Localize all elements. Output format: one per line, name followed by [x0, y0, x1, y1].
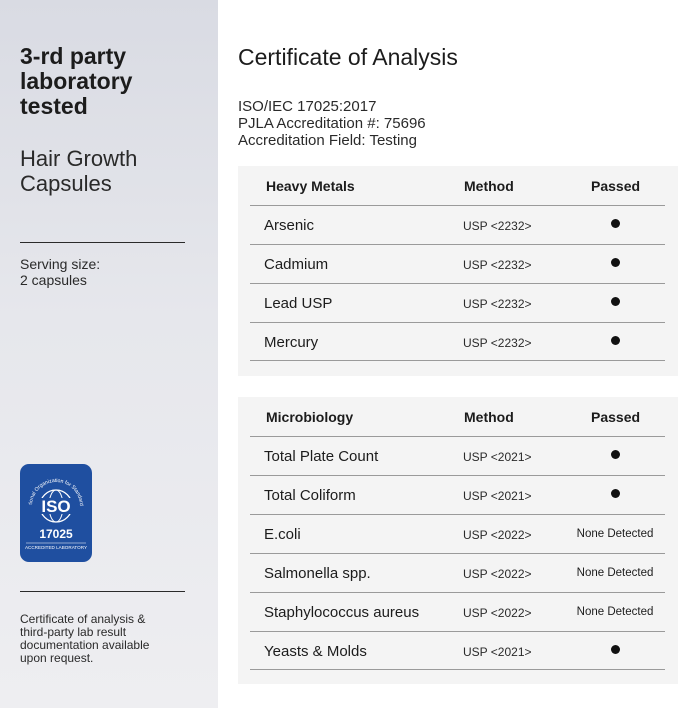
availability-note-line: Certificate of analysis & [20, 612, 146, 626]
test-name: Arsenic [264, 217, 315, 234]
passed-result: None Detected [576, 606, 654, 618]
test-name: Lead USP [264, 295, 333, 312]
table-row [250, 631, 665, 670]
table-row [250, 514, 665, 553]
test-name: Total Coliform [264, 487, 356, 504]
test-name: Cadmium [264, 256, 329, 273]
microbiology-table [238, 397, 678, 684]
table-row [250, 322, 665, 361]
test-method: USP <2232> [463, 336, 532, 350]
serving-size-line: 2 capsules [20, 272, 87, 288]
badge-logo-text: ISO [41, 497, 71, 516]
accreditation-line: PJLA Accreditation #: 75696 [238, 115, 426, 132]
column-header-category: Heavy Metals [266, 178, 355, 194]
column-header-passed: Passed [591, 409, 641, 425]
divider [20, 591, 185, 592]
passed-dot-icon [611, 258, 620, 267]
test-method: USP <2232> [463, 297, 532, 311]
badge-caption: ACCREDITED LABORATORY [24, 545, 88, 550]
divider [20, 242, 185, 243]
table-row [250, 205, 665, 244]
passed-dot-icon [611, 297, 620, 306]
sidebar-title-line: 3-rd party [20, 43, 127, 69]
passed-indicator [540, 489, 679, 501]
availability-note-line: upon request. [20, 651, 94, 665]
table-row [250, 283, 665, 322]
table-row [250, 553, 665, 592]
column-header-method: Method [464, 178, 514, 194]
sidebar-title [20, 44, 200, 119]
product-name-line: Hair Growth [20, 146, 138, 171]
test-method: USP <2232> [463, 219, 532, 233]
passed-dot-icon [611, 219, 620, 228]
test-name: Staphylococcus aureus [264, 604, 420, 621]
sidebar-title-line: tested [20, 93, 88, 119]
test-method: USP <2022> [463, 528, 532, 542]
column-header-method: Method [464, 409, 514, 425]
badge-number: 17025 [39, 527, 73, 541]
passed-indicator [540, 258, 679, 270]
page-title: Certificate of Analysis [238, 44, 458, 70]
table-header [238, 397, 678, 436]
serving-size [20, 256, 100, 288]
table-row [250, 436, 665, 475]
table-row [250, 475, 665, 514]
test-name: Mercury [264, 334, 319, 351]
test-method: USP <2021> [463, 489, 532, 503]
test-method: USP <2022> [463, 606, 532, 620]
accreditation-line: Accreditation Field: Testing [238, 132, 417, 149]
accreditation-line: ISO/IEC 17025:2017 [238, 98, 377, 115]
test-method: USP <2021> [463, 450, 532, 464]
iso-accreditation-badge [20, 464, 92, 562]
availability-note-line: documentation available [20, 638, 150, 652]
test-name: Yeasts & Molds [264, 643, 367, 660]
passed-indicator [540, 645, 679, 657]
test-name: E.coli [264, 526, 301, 543]
passed-dot-icon [611, 336, 620, 345]
serving-size-line: Serving size: [20, 256, 101, 272]
table-row [250, 244, 665, 283]
heavy-metals-table [238, 166, 678, 376]
passed-indicator [540, 297, 679, 309]
test-method: USP <2021> [463, 645, 532, 659]
availability-note [20, 613, 190, 665]
test-method: USP <2232> [463, 258, 532, 272]
passed-dot-icon [611, 645, 620, 654]
test-method: USP <2022> [463, 567, 532, 581]
passed-dot-icon [611, 450, 620, 459]
passed-indicator [540, 450, 679, 462]
passed-dot-icon [611, 489, 620, 498]
product-name [20, 146, 200, 196]
test-name: Total Plate Count [264, 448, 379, 465]
table-row [250, 592, 665, 631]
passed-result: None Detected [576, 567, 654, 579]
table-header [238, 166, 678, 205]
sidebar [0, 0, 218, 708]
accreditation-info [238, 98, 426, 149]
test-name: Salmonella spp. [264, 565, 371, 582]
passed-indicator [540, 219, 679, 231]
product-name-line: Capsules [20, 171, 112, 196]
passed-indicator [540, 336, 679, 348]
sidebar-title-line: laboratory [20, 68, 133, 94]
passed-result: None Detected [576, 528, 654, 540]
availability-note-line: third-party lab result [20, 625, 127, 639]
badge-arc-text: tional Organization for Standard [28, 477, 85, 507]
column-header-passed: Passed [591, 178, 641, 194]
column-header-category: Microbiology [266, 409, 354, 425]
